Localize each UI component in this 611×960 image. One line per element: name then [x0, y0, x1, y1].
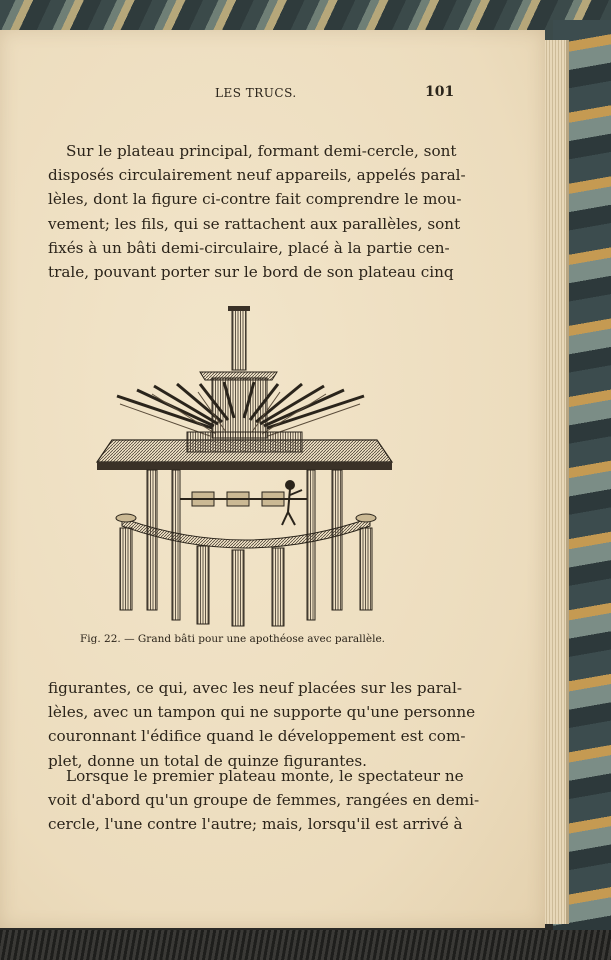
- page-number: 101: [425, 84, 455, 100]
- text-line: Lorsque le premier plateau monte, le spectateur ne: [66, 767, 464, 785]
- figure-caption: Fig. 22. — Grand bâti pour une apothéose avec parallèle.: [80, 633, 386, 645]
- text-line: vement; les fils, qui se rattachent aux parallèles, sont: [48, 214, 461, 233]
- text-line: Sur le plateau principal, formant demi-cercle, sont: [66, 142, 457, 160]
- paragraph-1: [48, 139, 466, 284]
- text-line: trale, pouvant porter sur le bord de son plateau cinq: [48, 263, 454, 282]
- text-line: figurantes, ce qui, avec les neuf placées sur les paral-: [48, 679, 462, 697]
- paragraph-3: [48, 764, 480, 837]
- running-head: [0, 84, 545, 106]
- text-line: voit d'abord qu'un groupe de femmes, rangées en demi-: [48, 791, 480, 810]
- text-line: lèles, dont la figure ci-contre fait comprendre le mou-: [48, 190, 462, 209]
- book-cover-bottom: [0, 930, 611, 960]
- text-line: plet, donne un total de quinze figurantes.: [48, 751, 367, 770]
- text-line: lèles, avec un tampon qui ne supporte qu'une personne: [48, 703, 476, 722]
- text-line: cercle, l'une contre l'autre; mais, lorsqu'il est arrivé à: [48, 815, 463, 834]
- running-head-title: LES TRUCS.: [215, 86, 297, 100]
- paragraph-2: [48, 676, 476, 773]
- text-line: fixés à un bâti demi-circulaire, placé à la partie cen-: [48, 238, 450, 257]
- figure-engraving: [92, 300, 397, 630]
- text-line: disposés circulairement neuf appareils, appelés paral-: [48, 166, 466, 185]
- text-line: couronnant l'édifice quand le développement est com-: [48, 727, 466, 746]
